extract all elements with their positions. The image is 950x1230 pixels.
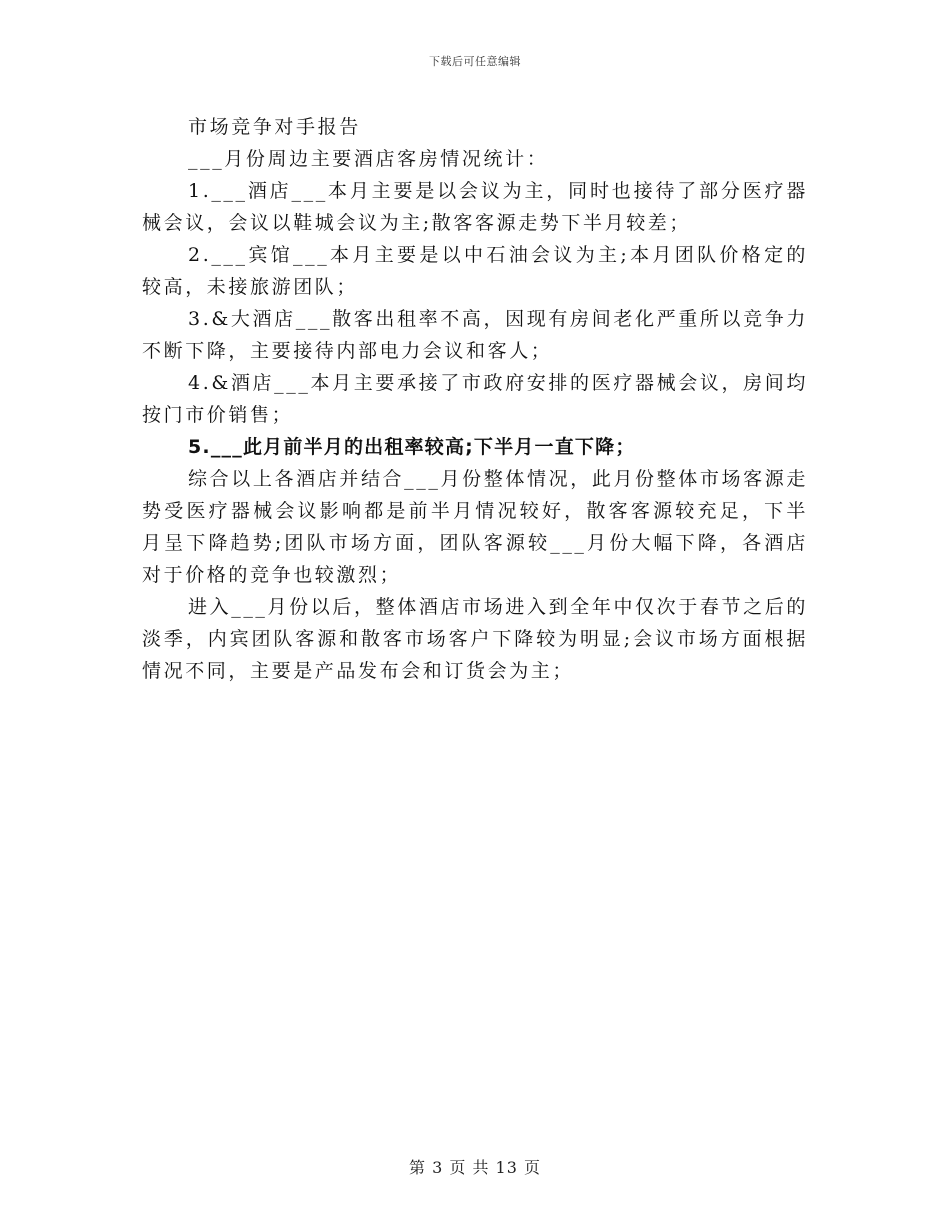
hotel-item-4: 4.&酒店___本月主要承接了市政府安排的医疗器械会议，房间均按门市价销售；	[142, 372, 808, 426]
header-note: 下载后可任意编辑	[429, 55, 521, 68]
statistics-intro: ___月份周边主要酒店客房情况统计：	[188, 148, 549, 170]
report-title: 市场竞争对手报告	[188, 116, 361, 138]
hotel-item-5: 5.___此月前半月的出租率较高;下半月一直下降；	[188, 436, 636, 458]
hotel-item-1: 1.___酒店___本月主要是以会议为主，同时也接待了部分医疗器械会议，会议以鞋城会议为主;散客客源走势下半月较差；	[142, 180, 808, 234]
document-body	[142, 111, 808, 687]
page-number: 第 3 页 共 13 页	[409, 1158, 541, 1177]
hotel-item-2: 2.___宾馆___本月主要是以中石油会议为主;本月团队价格定的较高，未接旅游团队；	[142, 244, 808, 298]
hotel-item-3: 3.&大酒店___散客出租率不高，因现有房间老化严重所以竞争力不断下降，主要接待内部电力会议和客人；	[142, 308, 808, 362]
outlook-paragraph: 进入___月份以后，整体酒店市场进入到全年中仅次于春节之后的淡季，内宾团队客源和散客市场客户下降较为明显;会议市场方面根据情况不同，主要是产品发布会和订货会为主；	[142, 596, 808, 682]
summary-paragraph: 综合以上各酒店并结合___月份整体情况，此月份整体市场客源走势受医疗器械会议影响都是前半月情况较好，散客客源较充足，下半月呈下降趋势;团队市场方面，团队客源较___月份大幅下降，各酒店对于价格的竞争也较激烈；	[142, 468, 808, 586]
